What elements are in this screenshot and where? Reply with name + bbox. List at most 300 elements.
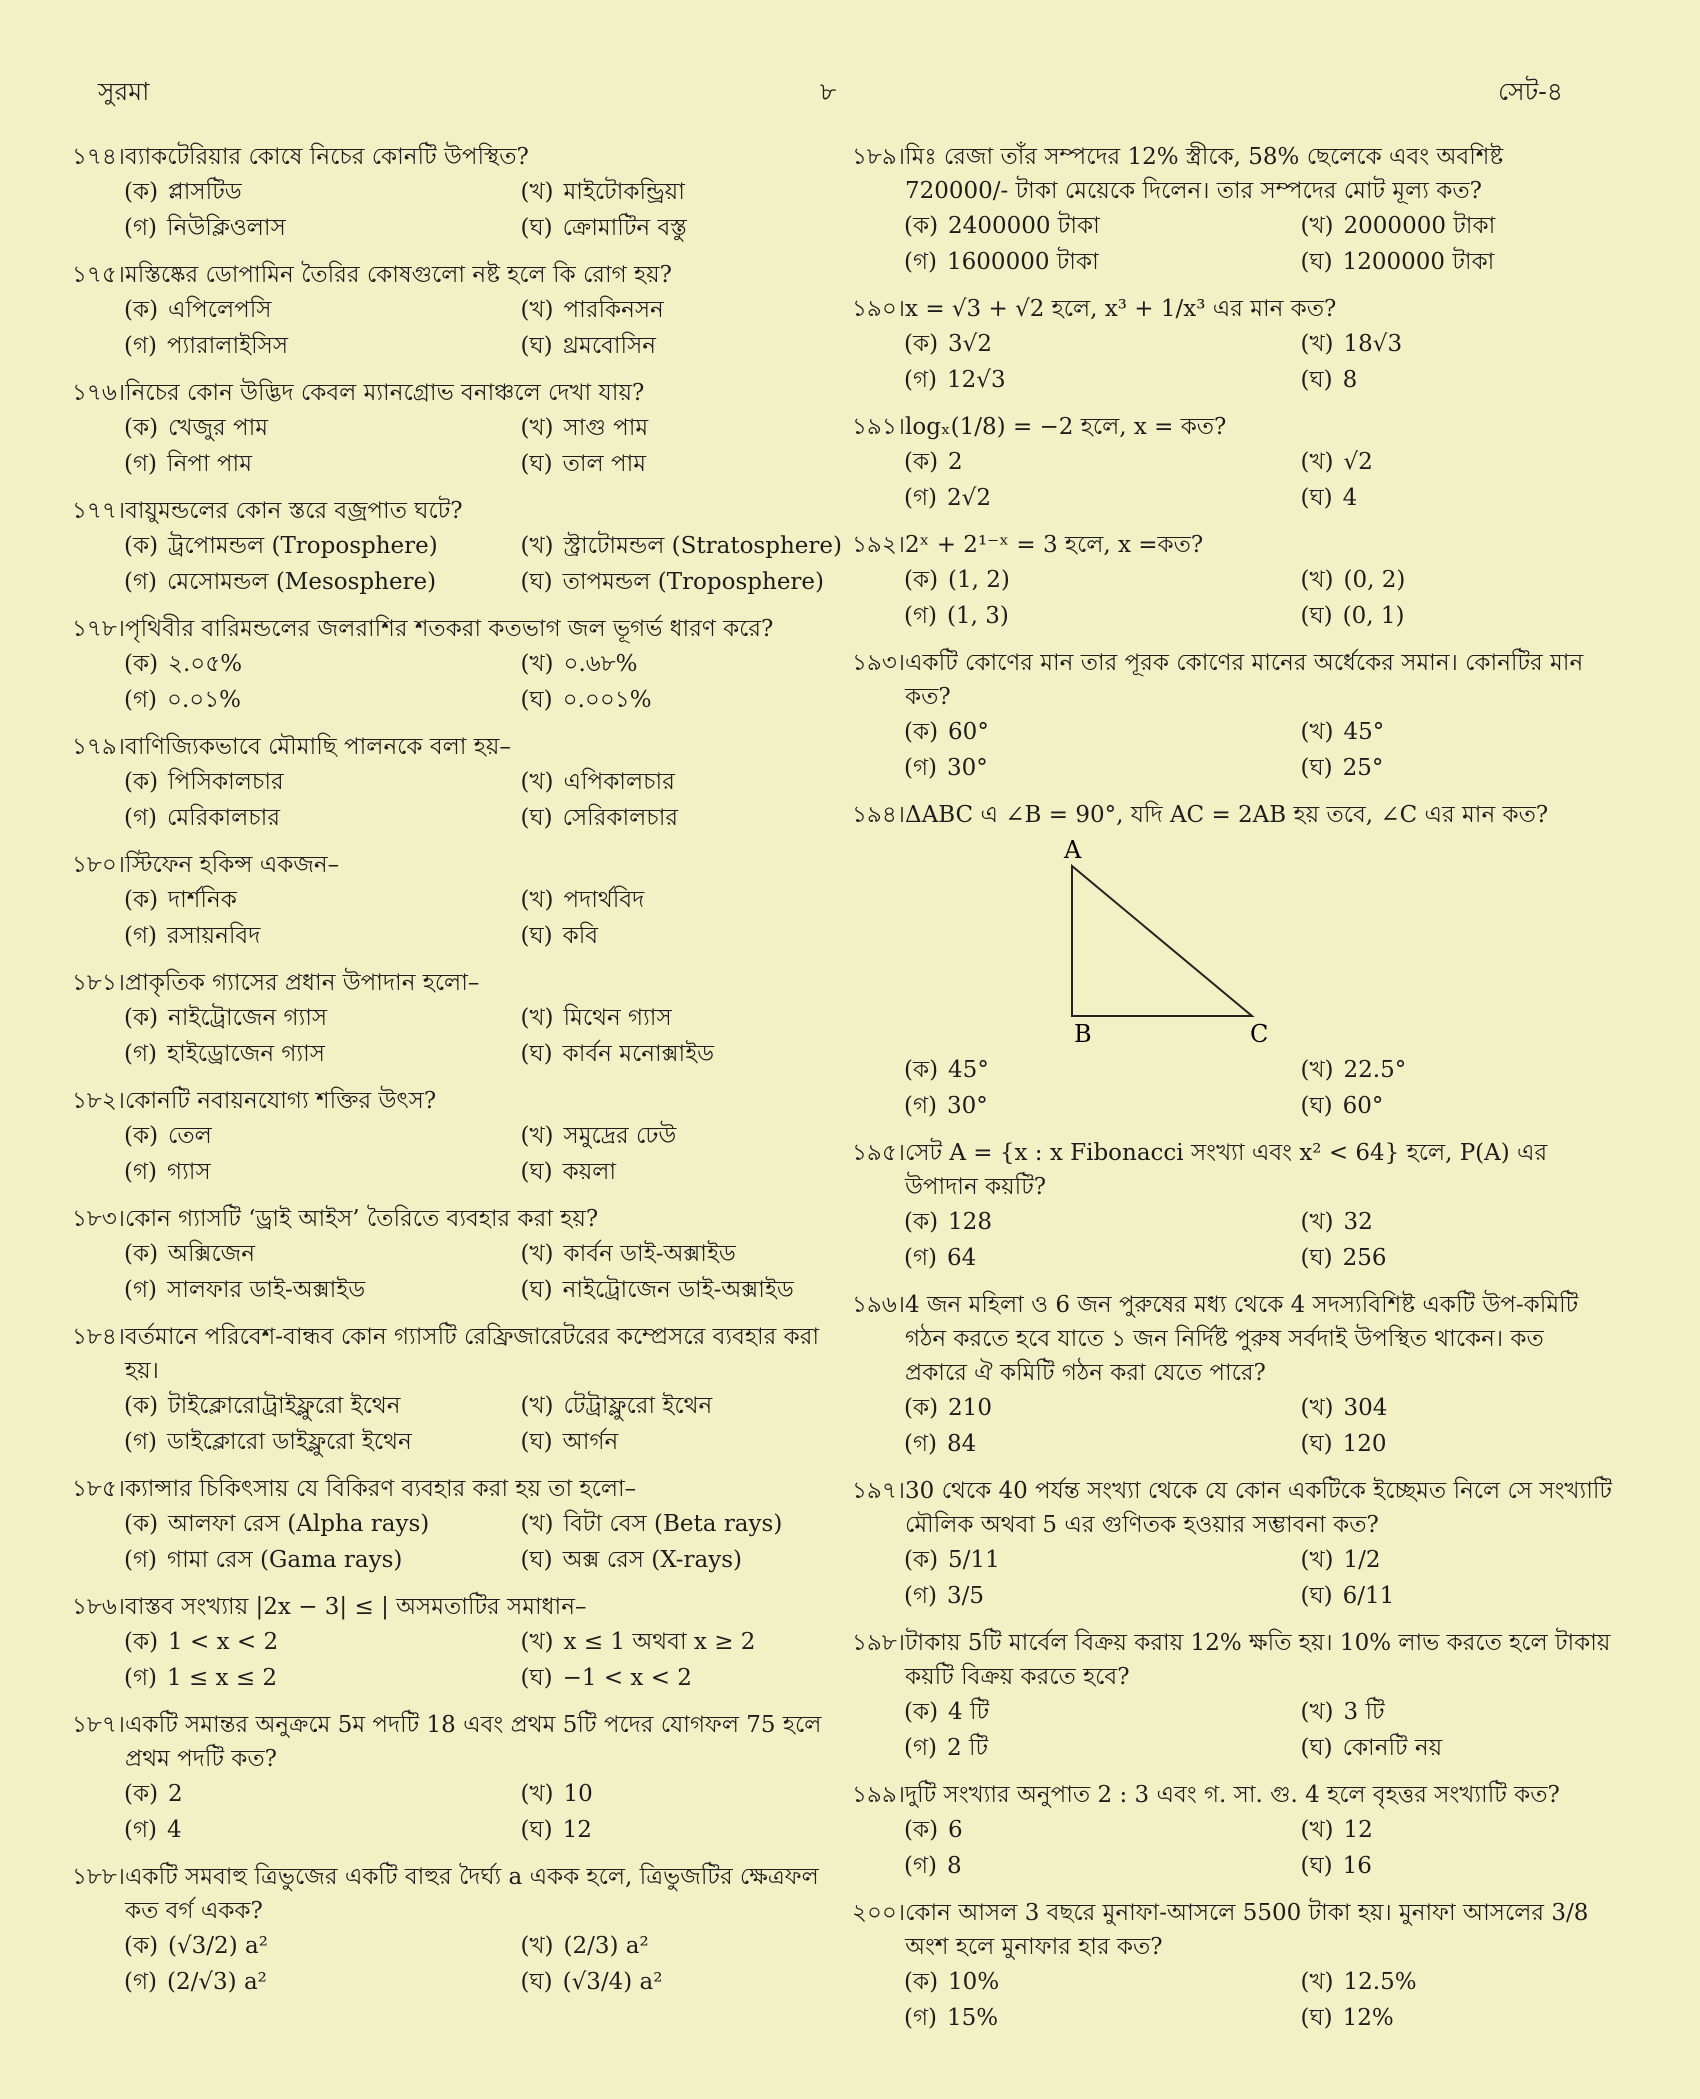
question-text: বর্তমানে পরিবেশ-বান্ধব কোন গ্যাসটি রেফ্রিজারেটরের কম্প্রেসরে ব্যবহার করা হয়। bbox=[125, 1324, 820, 1384]
option-label: (ঘ) bbox=[1300, 1431, 1333, 1457]
question-number: ১৯৬। bbox=[852, 1292, 906, 1318]
option-text: 6/11 bbox=[1342, 1583, 1395, 1609]
question-number: ১৯৩। bbox=[852, 650, 906, 676]
question-number: ১৮১। bbox=[72, 970, 125, 996]
option-label: (খ) bbox=[1300, 1699, 1334, 1725]
option-label: (গ) bbox=[904, 1245, 938, 1271]
options-grid bbox=[852, 208, 1612, 280]
option-label: (খ) bbox=[520, 1005, 554, 1031]
options-grid bbox=[72, 1118, 832, 1190]
option-item bbox=[124, 1660, 520, 1696]
option-item bbox=[1300, 480, 1612, 516]
option-text: তাল পাম bbox=[562, 451, 647, 477]
question-line bbox=[72, 966, 832, 1000]
option-text: অক্সিজেন bbox=[168, 1241, 255, 1267]
option-label: (খ) bbox=[520, 1933, 554, 1959]
question-line bbox=[852, 1136, 1612, 1204]
question-number: ১৮২। bbox=[72, 1088, 126, 1114]
option-text: 2400000 টাকা bbox=[948, 213, 1100, 239]
option-label: (ক) bbox=[904, 719, 939, 745]
option-item bbox=[520, 1236, 832, 1272]
option-item bbox=[904, 1390, 1300, 1426]
option-label: (খ) bbox=[1300, 1209, 1334, 1235]
option-item bbox=[124, 1542, 520, 1578]
option-label: (খ) bbox=[1300, 213, 1334, 239]
option-text: মাইটোকন্ড্রিয়া bbox=[563, 179, 685, 205]
option-text: 4 টি bbox=[948, 1699, 990, 1725]
options-grid bbox=[72, 528, 842, 600]
option-item bbox=[520, 1928, 832, 1964]
question-number: ১৮৭। bbox=[72, 1712, 126, 1738]
option-item bbox=[1300, 598, 1612, 634]
triangle-figure bbox=[852, 836, 1612, 1046]
option-label: (ক) bbox=[124, 1629, 159, 1655]
option-text: 3√2 bbox=[948, 331, 992, 357]
option-text: 12% bbox=[1342, 2005, 1394, 2031]
option-text: 210 bbox=[948, 1395, 992, 1421]
question-line bbox=[72, 494, 832, 528]
option-item bbox=[520, 446, 832, 482]
option-item bbox=[124, 564, 520, 600]
option-label: (খ) bbox=[520, 1123, 554, 1149]
question-item bbox=[852, 1778, 1612, 1884]
option-text: সেরিকালচার bbox=[562, 805, 679, 831]
options-grid bbox=[852, 1694, 1612, 1766]
options-grid bbox=[72, 1236, 832, 1308]
option-text: (1, 3) bbox=[947, 603, 1009, 629]
option-text: (0, 2) bbox=[1343, 567, 1406, 593]
question-text: একটি কোণের মান তার পূরক কোণের মানের অর্ধেকের সমান। কোনটির মান কত? bbox=[905, 650, 1584, 710]
option-text: টেট্রাফ্লুরো ইথেন bbox=[563, 1393, 713, 1419]
question-number: ১৯১। bbox=[852, 414, 905, 440]
option-label: (ক) bbox=[904, 1699, 939, 1725]
option-item bbox=[904, 1848, 1300, 1884]
option-item bbox=[124, 1624, 520, 1660]
option-text: গামা রেস (Gama rays) bbox=[167, 1547, 403, 1573]
option-item bbox=[124, 1154, 520, 1190]
option-text: 2 টি bbox=[947, 1735, 989, 1761]
options-grid bbox=[852, 1964, 1612, 2036]
option-text: রসায়নবিদ bbox=[167, 923, 261, 949]
option-label: (খ) bbox=[520, 651, 554, 677]
option-label: (খ) bbox=[1300, 1547, 1334, 1573]
option-label: (খ) bbox=[520, 297, 554, 323]
option-label: (ঘ) bbox=[1300, 485, 1333, 511]
question-text: কোনটি নবায়নযোগ্য শক্তির উৎস? bbox=[125, 1088, 437, 1114]
options-grid bbox=[852, 1052, 1612, 1124]
option-text: ০.০০১% bbox=[562, 687, 652, 713]
option-item bbox=[520, 1388, 832, 1424]
question-line bbox=[852, 292, 1612, 326]
question-text: মিঃ রেজা তাঁর সম্পদের 12% স্ত্রীকে, 58% ছেলেকে এবং অবশিষ্ট 720000/- টাকা মেয়েকে দিলেন। তার সম্পদের মোট মূল্য কত? bbox=[905, 144, 1504, 204]
question-line bbox=[72, 730, 832, 764]
option-label: (ক) bbox=[904, 213, 939, 239]
option-text: খেজুর পাম bbox=[168, 415, 269, 441]
option-text: 10% bbox=[948, 1969, 1000, 1995]
option-item bbox=[904, 1964, 1300, 2000]
option-item bbox=[124, 764, 520, 800]
option-label: (ক) bbox=[124, 179, 159, 205]
option-text: পারকিনসন bbox=[563, 297, 664, 323]
option-label: (গ) bbox=[904, 485, 938, 511]
option-text: 45° bbox=[1343, 719, 1385, 745]
option-item bbox=[124, 1036, 520, 1072]
option-item bbox=[1300, 1578, 1612, 1614]
option-item bbox=[520, 528, 842, 564]
option-item bbox=[1300, 1812, 1612, 1848]
option-text: সমুদ্রের ঢেউ bbox=[563, 1123, 677, 1149]
option-label: (গ) bbox=[904, 367, 938, 393]
option-label: (খ) bbox=[520, 533, 554, 559]
option-text: 2√2 bbox=[947, 485, 991, 511]
options-grid bbox=[852, 1390, 1612, 1462]
option-label: (ঘ) bbox=[1300, 367, 1333, 393]
option-label: (ক) bbox=[904, 1209, 939, 1235]
question-number: ১৯৭। bbox=[852, 1478, 906, 1504]
option-label: (গ) bbox=[124, 1041, 158, 1067]
option-text: 2 bbox=[948, 449, 963, 475]
option-label: (ঘ) bbox=[520, 805, 553, 831]
option-item bbox=[124, 528, 520, 564]
option-label: (গ) bbox=[124, 687, 158, 713]
option-label: (ঘ) bbox=[1300, 2005, 1333, 2031]
question-text: একটি সমবাহু ত্রিভুজের একটি বাহুর দৈর্ঘ্য a একক হলে, ত্রিভুজটির ক্ষেত্রফল কত বর্গ একক? bbox=[125, 1864, 819, 1924]
option-item bbox=[520, 1000, 832, 1036]
option-item bbox=[520, 1154, 832, 1190]
question-item bbox=[852, 1136, 1612, 1276]
question-number: ১৮৮। bbox=[72, 1864, 125, 1890]
options-grid bbox=[72, 882, 832, 954]
option-label: (ঘ) bbox=[520, 687, 553, 713]
question-line bbox=[852, 1626, 1612, 1694]
option-text: প্লাসটিড bbox=[168, 179, 242, 205]
option-text: মেসোমন্ডল (Mesosphere) bbox=[167, 569, 437, 595]
options-grid bbox=[72, 1928, 832, 2000]
option-label: (ঘ) bbox=[1300, 1245, 1333, 1271]
option-label: (খ) bbox=[520, 1511, 554, 1537]
option-item bbox=[520, 1272, 832, 1308]
option-label: (গ) bbox=[124, 569, 158, 595]
option-label: (গ) bbox=[904, 1093, 938, 1119]
option-item bbox=[520, 1542, 832, 1578]
option-item bbox=[520, 410, 832, 446]
question-text: 2ˣ + 2¹⁻ˣ = 3 হলে, x =কত? bbox=[905, 532, 1204, 558]
option-item bbox=[520, 1118, 832, 1154]
options-grid bbox=[852, 1812, 1612, 1884]
option-item bbox=[124, 1812, 520, 1848]
question-line bbox=[852, 1896, 1612, 1964]
option-label: (ক) bbox=[904, 1547, 939, 1573]
question-text: বাণিজ্যিকভাবে মৌমাছি পালনকে বলা হয়– bbox=[125, 734, 511, 760]
question-text: দুটি সংখ্যার অনুপাত 2 : 3 এবং গ. সা. গু. 4 হলে বৃহত্তর সংখ্যাটি কত? bbox=[905, 1782, 1560, 1808]
question-number: ১৯৪। bbox=[852, 802, 905, 828]
option-item bbox=[520, 1964, 832, 2000]
vertex-label-b: B bbox=[1074, 1020, 1092, 1046]
option-item bbox=[124, 210, 520, 246]
option-label: (গ) bbox=[124, 1665, 158, 1691]
option-text: প্যারালাইসিস bbox=[167, 333, 289, 359]
option-item bbox=[904, 750, 1300, 786]
option-label: (গ) bbox=[904, 1735, 938, 1761]
option-item bbox=[520, 1424, 832, 1460]
option-item bbox=[520, 882, 832, 918]
vertex-label-a: A bbox=[1064, 836, 1082, 864]
option-item bbox=[520, 646, 832, 682]
question-line bbox=[72, 1202, 832, 1236]
option-item bbox=[1300, 2000, 1612, 2036]
option-text: 1200000 টাকা bbox=[1342, 249, 1495, 275]
option-text: গ্যাস bbox=[167, 1159, 211, 1185]
question-text: স্টিফেন হকিন্স একজন– bbox=[125, 852, 340, 878]
option-item bbox=[520, 682, 832, 718]
triangle-shape bbox=[1072, 866, 1252, 1016]
question-item bbox=[852, 798, 1612, 1124]
option-item bbox=[904, 208, 1300, 244]
options-grid bbox=[852, 714, 1612, 786]
question-text: পৃথিবীর বারিমন্ডলের জলরাশির শতকরা কতভাগ জল ভূগর্ভ ধারণ করে? bbox=[125, 616, 774, 642]
option-item bbox=[520, 1660, 832, 1696]
option-item bbox=[124, 292, 520, 328]
option-item bbox=[904, 1730, 1300, 1766]
option-item bbox=[124, 328, 520, 364]
option-text: স্ট্রাটোমন্ডল (Stratosphere) bbox=[563, 533, 842, 559]
question-item bbox=[852, 410, 1612, 516]
option-label: (গ) bbox=[124, 333, 158, 359]
option-item bbox=[124, 646, 520, 682]
option-text: মেরিকালচার bbox=[167, 805, 280, 831]
option-label: (ক) bbox=[904, 331, 939, 357]
question-item bbox=[72, 1320, 832, 1460]
option-text: 30° bbox=[947, 755, 988, 781]
question-text: নিচের কোন উদ্ভিদ কেবল ম্যানগ্রোভ বনাঞ্চলে দেখা যায়? bbox=[125, 380, 645, 406]
option-label: (ঘ) bbox=[520, 1817, 553, 1843]
option-text: বিটা বেস (Beta rays) bbox=[563, 1511, 783, 1537]
option-text: 25° bbox=[1342, 755, 1384, 781]
option-item bbox=[904, 1240, 1300, 1276]
question-item bbox=[852, 1474, 1612, 1614]
option-label: (গ) bbox=[904, 603, 938, 629]
option-label: (ক) bbox=[124, 1781, 159, 1807]
option-text: তেল bbox=[168, 1123, 212, 1149]
option-text: 1600000 টাকা bbox=[947, 249, 1099, 275]
option-text: ২.০৫% bbox=[168, 651, 243, 677]
question-item bbox=[72, 376, 832, 482]
option-item bbox=[1300, 1426, 1612, 1462]
options-grid bbox=[72, 1624, 832, 1696]
option-label: (গ) bbox=[124, 1817, 158, 1843]
option-text: 32 bbox=[1343, 1209, 1373, 1235]
option-item bbox=[904, 1542, 1300, 1578]
option-text: 30° bbox=[947, 1093, 988, 1119]
question-number: ১৮০। bbox=[72, 852, 126, 878]
option-label: (খ) bbox=[1300, 1395, 1334, 1421]
question-line bbox=[72, 376, 832, 410]
question-number: ১৭৪। bbox=[72, 144, 126, 170]
question-item bbox=[72, 1860, 832, 2000]
question-number: ১৮৬। bbox=[72, 1594, 126, 1620]
question-number: ১৮৩। bbox=[72, 1206, 126, 1232]
option-text: ডাইক্লোরো ডাইফ্লুরো ইথেন bbox=[167, 1429, 412, 1455]
option-label: (ঘ) bbox=[520, 215, 553, 241]
question-number: ১৭৬। bbox=[72, 380, 126, 406]
option-item bbox=[520, 1776, 832, 1812]
question-item bbox=[852, 646, 1612, 786]
option-text: 1 < x < 2 bbox=[168, 1629, 279, 1655]
option-label: (খ) bbox=[520, 415, 554, 441]
question-number: ১৮৯। bbox=[852, 144, 905, 170]
option-item bbox=[904, 1812, 1300, 1848]
question-line bbox=[852, 1474, 1612, 1542]
question-line bbox=[72, 1320, 832, 1388]
option-text: 120 bbox=[1342, 1431, 1387, 1457]
option-label: (খ) bbox=[1300, 1057, 1334, 1083]
option-label: (ক) bbox=[124, 297, 159, 323]
question-text: সেট A = {x : x Fibonacci সংখ্যা এবং x² < 64} হলে, P(A) এর উপাদান কয়টি? bbox=[905, 1140, 1548, 1200]
option-label: (খ) bbox=[1300, 449, 1334, 475]
option-text: নাইট্রোজেন ডাই-অক্সাইড bbox=[562, 1277, 794, 1303]
question-text: 30 থেকে 40 পর্যন্ত সংখ্যা থেকে যে কোন একটিকে ইচ্ছেমত নিলে সে সংখ্যাটি মৌলিক অথবা 5 এর গুণিতক হওয়ার সম্ভাবনা কত? bbox=[905, 1478, 1612, 1538]
question-text: কোন গ্যাসটি ‘ড্রাই আইস’ তৈরিতে ব্যবহার করা হয়? bbox=[125, 1206, 599, 1232]
question-item bbox=[852, 1626, 1612, 1766]
option-item bbox=[904, 562, 1300, 598]
option-item bbox=[520, 1624, 832, 1660]
option-text: −1 < x < 2 bbox=[562, 1665, 692, 1691]
option-label: (ক) bbox=[124, 415, 159, 441]
option-label: (গ) bbox=[904, 249, 938, 275]
option-text: 84 bbox=[947, 1431, 977, 1457]
question-line bbox=[72, 612, 832, 646]
option-item bbox=[1300, 244, 1612, 280]
option-item bbox=[1300, 326, 1612, 362]
option-label: (ঘ) bbox=[520, 1547, 553, 1573]
question-item bbox=[72, 1084, 832, 1190]
option-label: (গ) bbox=[904, 755, 938, 781]
question-line bbox=[72, 140, 832, 174]
options-grid bbox=[852, 326, 1612, 398]
option-label: (ঘ) bbox=[520, 1159, 553, 1185]
option-text: (0, 1) bbox=[1342, 603, 1405, 629]
option-label: (গ) bbox=[124, 451, 158, 477]
question-item bbox=[72, 1590, 832, 1696]
option-label: (খ) bbox=[520, 179, 554, 205]
option-text: 15% bbox=[947, 2005, 999, 2031]
option-text: (2/3) a² bbox=[563, 1933, 649, 1959]
option-label: (গ) bbox=[124, 1969, 158, 1995]
option-text: 5/11 bbox=[948, 1547, 1000, 1573]
option-text: (√3/2) a² bbox=[168, 1933, 268, 1959]
option-label: (গ) bbox=[904, 1431, 938, 1457]
option-item bbox=[520, 1812, 832, 1848]
question-line bbox=[852, 410, 1612, 444]
option-item bbox=[520, 764, 832, 800]
question-line bbox=[72, 1590, 832, 1624]
question-line bbox=[852, 1778, 1612, 1812]
option-text: মিথেন গ্যাস bbox=[563, 1005, 672, 1031]
option-item bbox=[1300, 208, 1612, 244]
option-text: 2 bbox=[168, 1781, 183, 1807]
options-grid bbox=[72, 292, 832, 364]
question-number: ১৯০। bbox=[852, 296, 906, 322]
option-text: 60° bbox=[948, 719, 989, 745]
question-text: ΔABC এ ∠B = 90°, যদি AC = 2AB হয় তবে, ∠C এর মান কত? bbox=[905, 802, 1549, 828]
option-item bbox=[904, 598, 1300, 634]
option-text: তাপমন্ডল (Troposphere) bbox=[562, 569, 825, 595]
option-item bbox=[520, 1506, 832, 1542]
option-text: সালফার ডাই-অক্সাইড bbox=[167, 1277, 366, 1303]
option-label: (খ) bbox=[520, 887, 554, 913]
option-label: (ক) bbox=[124, 769, 159, 795]
option-label: (ক) bbox=[904, 1057, 939, 1083]
option-text: 1 ≤ x ≤ 2 bbox=[167, 1665, 278, 1691]
options-grid bbox=[72, 1388, 832, 1460]
option-item bbox=[1300, 1848, 1612, 1884]
option-item bbox=[124, 1506, 520, 1542]
question-text: ব্যাকটেরিয়ার কোষে নিচের কোনটি উপস্থিত? bbox=[125, 144, 529, 170]
option-item bbox=[1300, 1730, 1612, 1766]
question-item bbox=[852, 1896, 1612, 2036]
option-label: (ক) bbox=[124, 533, 159, 559]
option-label: (খ) bbox=[1300, 1817, 1334, 1843]
option-text: 4 bbox=[1342, 485, 1358, 511]
option-item bbox=[124, 1236, 520, 1272]
question-number: ১৯৯। bbox=[852, 1782, 905, 1808]
option-label: (ঘ) bbox=[520, 1041, 553, 1067]
question-number: ১৯২। bbox=[852, 532, 906, 558]
option-text: টাইক্লোরোট্রাইফ্লুরো ইথেন bbox=[168, 1393, 401, 1419]
option-text: x ≤ 1 অথবা x ≥ 2 bbox=[563, 1629, 756, 1655]
option-item bbox=[904, 480, 1300, 516]
option-text: থ্রমবোসিন bbox=[562, 333, 657, 359]
option-label: (ঘ) bbox=[520, 1277, 553, 1303]
question-item bbox=[72, 612, 832, 718]
option-item bbox=[1300, 562, 1612, 598]
options-grid bbox=[852, 1204, 1612, 1276]
option-text: 45° bbox=[948, 1057, 989, 1083]
options-grid bbox=[72, 764, 832, 836]
question-item bbox=[852, 528, 1612, 634]
option-item bbox=[124, 410, 520, 446]
option-label: (গ) bbox=[124, 1159, 158, 1185]
option-text: ক্রোমাটিন বস্তু bbox=[562, 215, 687, 241]
option-item bbox=[904, 444, 1300, 480]
option-label: (গ) bbox=[124, 1547, 158, 1573]
option-text: 16 bbox=[1342, 1853, 1372, 1879]
question-number: ১৭৮। bbox=[72, 616, 126, 642]
option-item bbox=[1300, 714, 1612, 750]
option-label: (গ) bbox=[124, 215, 158, 241]
option-item bbox=[904, 1578, 1300, 1614]
option-label: (গ) bbox=[904, 1583, 938, 1609]
option-text: নিপা পাম bbox=[167, 451, 252, 477]
question-text: 4 জন মহিলা ও 6 জন পুরুষের মধ্য থেকে 4 সদস্যবিশিষ্ট একটি উপ-কমিটি গঠন করতে হবে যাতে ১ জন নির্দিষ্ট পুরুষ সর্বদাই উপস্থিত থাকেন। কত প্রকারে ঐ কমিটি গঠন করা যেতে পারে? bbox=[905, 1292, 1579, 1386]
options-grid bbox=[72, 174, 832, 246]
option-text: 256 bbox=[1342, 1245, 1387, 1271]
option-text: 3/5 bbox=[947, 1583, 985, 1609]
option-text: 2000000 টাকা bbox=[1343, 213, 1496, 239]
option-label: (ক) bbox=[124, 1005, 159, 1031]
question-text: বায়ুমন্ডলের কোন স্তরে বজ্রপাত ঘটে? bbox=[125, 498, 463, 524]
option-text: 6 bbox=[948, 1817, 963, 1843]
question-text: টাকায় 5টি মার্বেল বিক্রয় করায় 12% ক্ষতি হয়। 10% লাভ করতে হলে টাকায় কয়টি বিক্রয় করতে হবে? bbox=[905, 1630, 1611, 1690]
option-text: ০.০১% bbox=[167, 687, 242, 713]
options-grid bbox=[72, 410, 832, 482]
question-line bbox=[72, 848, 832, 882]
option-label: (গ) bbox=[124, 805, 158, 831]
option-text: 10 bbox=[563, 1781, 593, 1807]
option-label: (খ) bbox=[520, 769, 554, 795]
question-line bbox=[852, 1288, 1612, 1390]
vertex-label-c: C bbox=[1250, 1020, 1269, 1046]
